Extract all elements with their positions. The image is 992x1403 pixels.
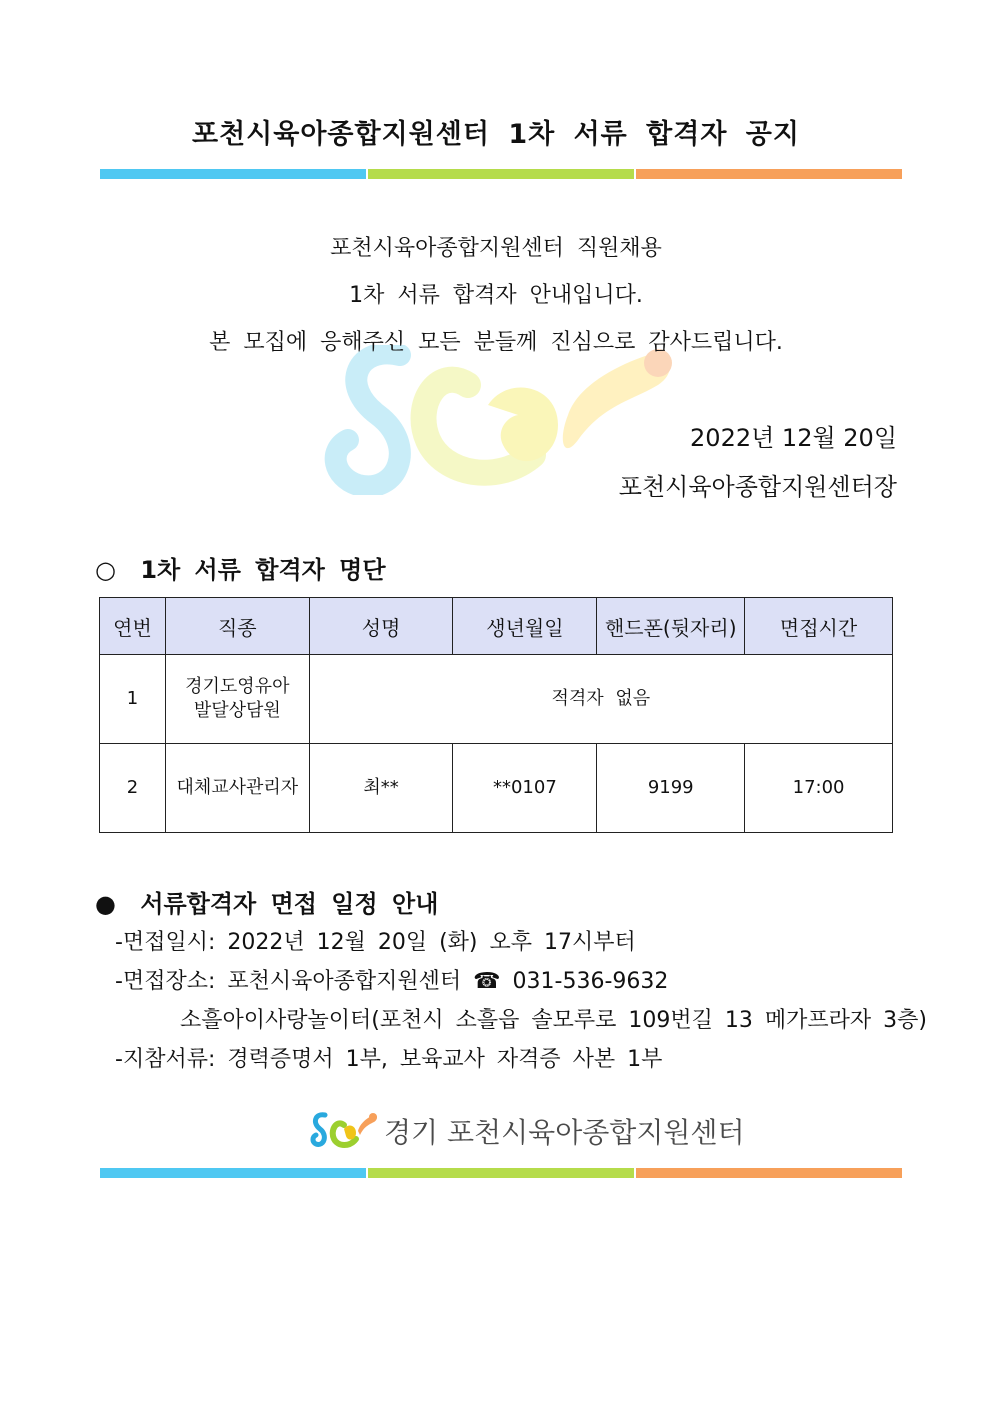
interview-phone: 031-536-9632: [512, 969, 669, 994]
interview-place: [115, 964, 668, 995]
table-row: [100, 744, 893, 833]
table-row: [100, 655, 893, 744]
header-name: 성명: [309, 598, 453, 655]
header-time: 면접시간: [745, 598, 893, 655]
circle-bullet-icon: ○: [95, 556, 116, 584]
header-birth: 생년월일: [453, 598, 597, 655]
cell-job-line2: 발달상담원: [193, 700, 281, 721]
cell-job: 대체교사관리자: [165, 744, 309, 833]
section-interview-heading: [95, 884, 438, 919]
cell-no-candidate: 적격자 없음: [309, 655, 892, 744]
intro-line-2: 1차 서류 합격자 안내입니다.: [349, 283, 643, 308]
header-phone: 핸드폰(뒷자리): [597, 598, 745, 655]
notice-signer: 포천시육아종합지원센터장: [618, 473, 897, 501]
cell-no: 1: [100, 655, 166, 744]
header-job: 직종: [165, 598, 309, 655]
interview-place-detail: 소흘아이사랑놀이터(포천시 소흘읍 솔모루로 109번길 13 메가프라자 3층): [180, 1008, 927, 1033]
top-color-bar: [100, 169, 902, 179]
header-no: 연번: [100, 598, 166, 655]
cell-birth: **0107: [453, 744, 597, 833]
interview-documents: -지참서류: 경력증명서 1부, 보육교사 자격증 사본 1부: [115, 1047, 663, 1072]
cell-no: 2: [100, 744, 166, 833]
bottom-color-bar: [100, 1168, 902, 1178]
cell-phone: 9199: [597, 744, 745, 833]
interview-datetime: -면접일시: 2022년 12월 20일 (화) 오후 17시부터: [115, 930, 636, 955]
intro-line-1: 포천시육아종합지원센터 직원채용: [330, 236, 662, 261]
cell-job-line1: 경기도영유아: [185, 676, 290, 697]
section-interview-title: 서류합격자 면접 일정 안내: [140, 890, 439, 918]
intro-line-3: 본 모집에 응해주신 모든 분들께 진심으로 감사드립니다.: [209, 330, 783, 355]
cell-name: 최**: [309, 744, 453, 833]
section-roster-heading: [95, 550, 386, 585]
footer-logo: [310, 1108, 745, 1154]
center-logo-icon: [310, 1111, 378, 1151]
page-title: 포천시육아종합지원센터 1차 서류 합격자 공지: [192, 119, 800, 150]
filled-circle-bullet-icon: ●: [95, 890, 116, 918]
table-header-row: [100, 598, 893, 655]
footer-org-name: 경기 포천시육아종합지원센터: [384, 1116, 745, 1149]
phone-icon: ☎: [473, 969, 501, 994]
notice-date: 2022년 12월 20일: [690, 424, 897, 452]
roster-table: [99, 597, 893, 833]
interview-place-label: -면접장소: 포천시육아종합지원센터: [115, 969, 462, 994]
section-roster-title: 1차 서류 합격자 명단: [140, 556, 386, 584]
cell-time: 17:00: [745, 744, 893, 833]
cell-job: [165, 655, 309, 744]
